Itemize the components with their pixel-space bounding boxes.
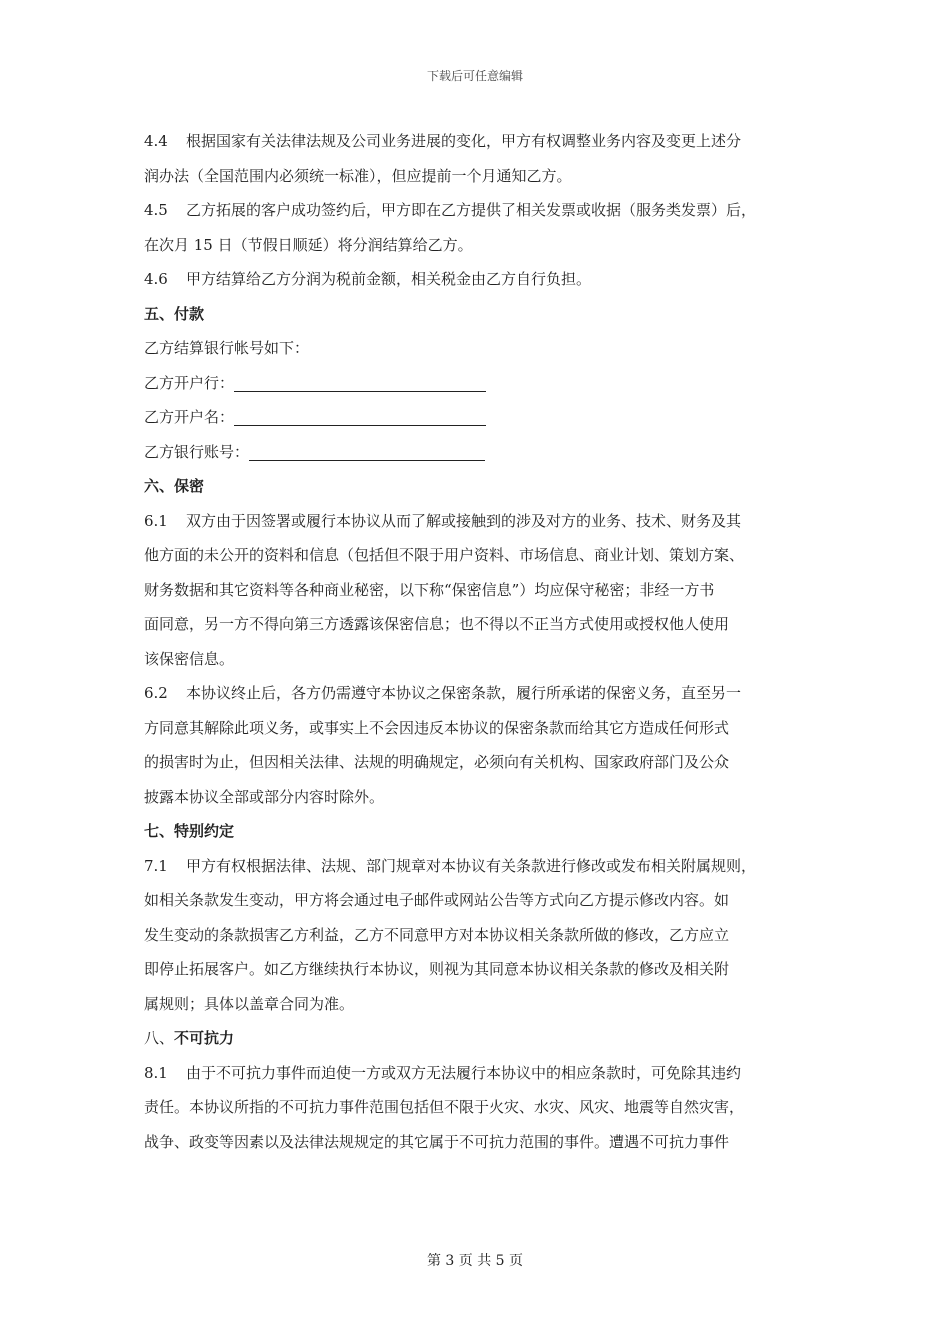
page-header: 下载后可任意编辑 bbox=[426, 69, 523, 83]
clause-6-2-line-1 bbox=[144, 676, 824, 711]
clause-text: 根据国家有关法律法规及公司业务进展的变化，甲方有权调整业务内容及变更上述分 bbox=[186, 132, 742, 150]
section-heading-special-terms: 七、特别约定 bbox=[144, 822, 235, 840]
clause-6-1-line-5: 该保密信息。 bbox=[144, 649, 235, 668]
bank-blank-line bbox=[234, 373, 486, 392]
heading-prefix: 八、 bbox=[144, 1029, 175, 1047]
account-number-label: 乙方银行账号： bbox=[144, 442, 250, 461]
clause-text: 双方由于因签署或履行本协议从而了解或接触到的涉及对方的业务、技术、财务及其 bbox=[186, 511, 742, 530]
clause-text: 本协议终止后，各方仍需遵守本协议之保密条款，履行所承诺的保密义务，直至另一 bbox=[186, 684, 742, 702]
section-heading-payment: 五、付款 bbox=[144, 304, 205, 323]
clause-number: 6.1 bbox=[144, 511, 168, 530]
clause-6-2-line-4: 披露本协议全部或部分内容时除外。 bbox=[144, 787, 385, 806]
account-name-field-row bbox=[144, 400, 824, 435]
bank-field-row bbox=[144, 366, 824, 401]
clause-8-1-line-3: 战争、政变等因素以及法律法规规定的其它属于不可抗力范围的事件。遭遇不可抗力事件 bbox=[144, 1132, 730, 1151]
clause-6-1-line-3: 财务数据和其它资料等各种商业秘密，以下称“保密信息”）均应保守秘密；非经一方书 bbox=[144, 580, 715, 599]
account-number-blank-line bbox=[249, 442, 485, 461]
payment-intro: 乙方结算银行帐号如下： bbox=[144, 339, 310, 357]
clause-number: 4.4 bbox=[144, 132, 168, 150]
clause-7-1-line-4: 即停止拓展客户。如乙方继续执行本协议，则视为其同意本协议相关条款的修改及相关附 bbox=[144, 960, 730, 978]
clause-7-1-line-5: 属规则；具体以盖章合同为准。 bbox=[144, 994, 355, 1013]
clause-text: 乙方拓展的客户成功签约后，甲方即在乙方提供了相关发票或收据（服务类发票）后， bbox=[186, 201, 757, 219]
clause-text: 由于不可抗力事件而迫使一方或双方无法履行本协议中的相应条款时，可免除其违约 bbox=[186, 1063, 742, 1082]
clause-number: 4.6 bbox=[144, 270, 168, 288]
section-heading-confidentiality: 六、保密 bbox=[144, 477, 205, 495]
clause-7-1-line-2: 如相关条款发生变动，甲方将会通过电子邮件或网站公告等方式向乙方提示修改内容。如 bbox=[144, 891, 730, 909]
clause-7-1-line-3: 发生变动的条款损害乙方利益，乙方不同意甲方对本协议相关条款所做的修改，乙方应立 bbox=[144, 925, 730, 944]
clause-4-6-line-1 bbox=[144, 262, 824, 297]
account-name-blank-line bbox=[234, 407, 486, 426]
clause-7-1-line-1 bbox=[144, 849, 824, 884]
clause-6-1-line-1 bbox=[144, 504, 824, 539]
clause-6-1-line-4: 面同意，另一方不得向第三方透露该保密信息；也不得以不正当方式使用或授权他人使用 bbox=[144, 615, 730, 633]
clause-6-1-line-2: 他方面的未公开的资料和信息（包括但不限于用户资料、市场信息、商业计划、策划方案、 bbox=[144, 546, 745, 564]
clause-4-4-line-1 bbox=[144, 124, 824, 159]
clause-4-4-line-2: 润办法（全国范围内必须统一标准），但应提前一个月通知乙方。 bbox=[144, 166, 572, 185]
bank-label: 乙方开户行： bbox=[144, 373, 235, 392]
document-body bbox=[144, 124, 824, 1159]
clause-8-1-line-1 bbox=[144, 1056, 824, 1091]
clause-6-2-line-2: 方同意其解除此项义务，或事实上不会因违反本协议的保密条款而给其它方造成任何形式 bbox=[144, 718, 730, 737]
clause-number: 8.1 bbox=[144, 1063, 168, 1082]
account-number-field-row bbox=[144, 435, 824, 470]
clause-4-5-line-1 bbox=[144, 193, 824, 228]
clause-number: 6.2 bbox=[144, 684, 168, 702]
clause-number: 4.5 bbox=[144, 201, 168, 219]
clause-4-5-line-2: 在次月 15 日（节假日顺延）将分润结算给乙方。 bbox=[144, 235, 473, 254]
clause-6-2-line-3: 的损害时为止，但因相关法律、法规的明确规定，必须向有关机构、国家政府部门及公众 bbox=[144, 753, 730, 771]
clause-text: 甲方有权根据法律、法规、部门规章对本协议有关条款进行修改或发布相关附属规则， bbox=[186, 856, 757, 875]
account-name-label: 乙方开户名： bbox=[144, 408, 235, 426]
heading-title: 不可抗力 bbox=[174, 1029, 235, 1047]
clause-number: 7.1 bbox=[144, 856, 168, 875]
clause-8-1-line-2: 责任。本协议所指的不可抗力事件范围包括但不限于火灾、水灾、风灾、地震等自然灾害， bbox=[144, 1098, 745, 1116]
section-heading-force-majeure bbox=[144, 1021, 824, 1056]
clause-text: 甲方结算给乙方分润为税前金额，相关税金由乙方自行负担。 bbox=[186, 270, 592, 288]
page-footer: 第 3 页 共 5 页 bbox=[426, 1253, 524, 1269]
